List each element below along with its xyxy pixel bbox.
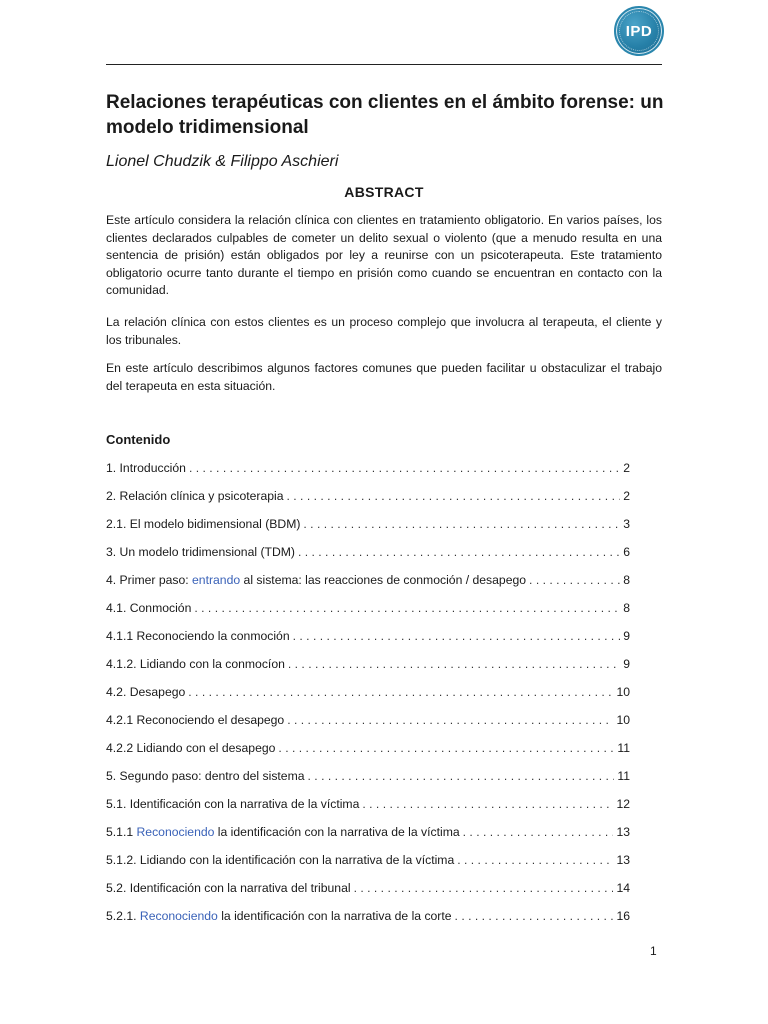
toc-leader-dots bbox=[354, 878, 614, 898]
toc-page-number: 11 bbox=[617, 769, 630, 783]
toc-entry-text-continued: la identificación con la narrativa de la víctima bbox=[214, 825, 460, 839]
toc-entry-text: 2.1. El modelo bidimensional (BDM) bbox=[106, 517, 301, 531]
toc-entry-text: 4.2. Desapego bbox=[106, 685, 186, 699]
toc-entry[interactable] bbox=[106, 514, 630, 542]
toc-entry-label bbox=[106, 822, 460, 842]
toc-entry-label bbox=[106, 682, 185, 702]
toc-leader-dots bbox=[308, 766, 615, 786]
toc-entry-label bbox=[106, 570, 526, 590]
abstract-paragraph-2: La relación clínica con estos clientes es un proceso complejo que involucra al terapeuta, el cliente y los tribunales. bbox=[106, 315, 662, 347]
toc-page-number: 12 bbox=[616, 797, 630, 811]
abstract-paragraph-1: Este artículo considera la relación clínica con clientes en tratamiento obligatorio. En varios países, los clientes declarados culpables de cometer un delito sexual o violento (que a menudo resulta en una sentencia de prisión) están obligados por ley a reunirse con un psicoterapeuta. Este tratamiento obligatorio ocurre tanto durante el tiempo en prisión como cuando se encuentran en contacto con la comunidad. bbox=[106, 213, 662, 297]
toc-entry-text: 5.2.1. bbox=[106, 909, 140, 923]
toc-page-number: 2 bbox=[623, 489, 630, 503]
toc-page-number: 6 bbox=[623, 545, 630, 559]
toc-entry[interactable] bbox=[106, 850, 630, 878]
toc-leader-dots bbox=[287, 486, 621, 506]
abstract-heading: ABSTRACT bbox=[344, 184, 424, 200]
toc-leader-dots bbox=[362, 794, 613, 814]
toc-entry[interactable] bbox=[106, 878, 630, 906]
toc-entry-text: 5.2. Identificación con la narrativa del tribunal bbox=[106, 881, 351, 895]
toc-page-number: 13 bbox=[616, 825, 630, 839]
table-of-contents bbox=[106, 458, 630, 934]
toc-entry-label bbox=[106, 766, 305, 786]
paper-title: Relaciones terapéuticas con clientes en el ámbito forense: un modelo tridimensional bbox=[106, 92, 664, 138]
toc-page-number: 11 bbox=[617, 741, 630, 755]
abstract-paragraph-3: En este artículo describimos algunos factores comunes que pueden facilitar u obstaculizar el trabajo del terapeuta en esta situación. bbox=[106, 361, 662, 393]
toc-entry-text: 2. Relación clínica y psicoterapia bbox=[106, 489, 284, 503]
toc-entry-text-continued: al sistema: las reacciones de conmoción / desapego bbox=[240, 573, 527, 587]
toc-page-number: 16 bbox=[616, 909, 630, 923]
toc-entry-label bbox=[106, 486, 284, 506]
toc-leader-dots bbox=[463, 822, 614, 842]
toc-page-number: 14 bbox=[616, 881, 630, 895]
toc-leader-dots bbox=[298, 542, 620, 562]
toc-entry-label bbox=[106, 626, 290, 646]
toc-leader-dots bbox=[188, 682, 613, 702]
logo-text: IPD bbox=[625, 22, 653, 40]
toc-leader-dots bbox=[287, 710, 613, 730]
toc-entry-label bbox=[106, 654, 285, 674]
toc-entry[interactable] bbox=[106, 654, 630, 682]
toc-entry[interactable] bbox=[106, 906, 630, 934]
toc-entry[interactable] bbox=[106, 682, 630, 710]
toc-page-number: 10 bbox=[616, 713, 630, 727]
toc-page-number: 10 bbox=[616, 685, 630, 699]
toc-page-number: 8 bbox=[623, 573, 630, 587]
toc-leader-dots bbox=[194, 598, 620, 618]
toc-entry-label bbox=[106, 738, 275, 758]
toc-entry[interactable] bbox=[106, 626, 630, 654]
toc-entry-label bbox=[106, 878, 351, 898]
toc-entry-label bbox=[106, 514, 300, 534]
toc-leader-dots bbox=[293, 626, 621, 646]
toc-entry[interactable] bbox=[106, 766, 630, 794]
toc-entry-label bbox=[106, 850, 454, 870]
toc-page-number: 9 bbox=[623, 657, 630, 671]
toc-entry[interactable] bbox=[106, 738, 630, 766]
toc-leader-dots bbox=[288, 654, 620, 674]
toc-entry-text: 4.1. Conmoción bbox=[106, 601, 192, 615]
toc-entry-label bbox=[106, 598, 191, 618]
toc-leader-dots bbox=[529, 570, 620, 590]
toc-page-number: 3 bbox=[623, 517, 630, 531]
toc-entry-text: 5.1.2. Lidiando con la identificación con la narrativa de la víctima bbox=[106, 853, 455, 867]
toc-entry-text: 4. Primer paso: bbox=[106, 573, 193, 587]
toc-entry[interactable] bbox=[106, 822, 630, 850]
toc-page-number: 13 bbox=[616, 853, 630, 867]
toc-entry-text: 4.2.2 Lidiando con el desapego bbox=[106, 741, 276, 755]
toc-entry[interactable] bbox=[106, 570, 630, 598]
toc-entry-link[interactable]: Reconociendo bbox=[139, 909, 218, 923]
toc-entry-text: 4.1.1 Reconociendo la conmoción bbox=[106, 629, 290, 643]
ipd-logo bbox=[614, 6, 664, 56]
toc-entry[interactable] bbox=[106, 542, 630, 570]
toc-entry[interactable] bbox=[106, 458, 630, 486]
toc-page-number: 9 bbox=[623, 629, 630, 643]
toc-entry[interactable] bbox=[106, 794, 630, 822]
toc-entry[interactable] bbox=[106, 486, 630, 514]
toc-leader-dots bbox=[189, 458, 620, 478]
toc-entry-label bbox=[106, 906, 452, 926]
toc-leader-dots bbox=[278, 738, 614, 758]
toc-page-number: 8 bbox=[623, 601, 630, 615]
toc-entry-text: 4.2.1 Reconociendo el desapego bbox=[106, 713, 285, 727]
toc-entry-label bbox=[106, 458, 186, 478]
toc-leader-dots bbox=[303, 514, 620, 534]
toc-leader-dots bbox=[457, 850, 613, 870]
toc-entry-link[interactable]: Reconociendo bbox=[136, 825, 215, 839]
paper-authors: Lionel Chudzik & Filippo Aschieri bbox=[106, 153, 339, 170]
toc-entry-label bbox=[106, 542, 295, 562]
toc-entry[interactable] bbox=[106, 710, 630, 738]
toc-entry[interactable] bbox=[106, 598, 630, 626]
toc-entry-text: 5.1.1 bbox=[106, 825, 137, 839]
toc-leader-dots bbox=[455, 906, 614, 926]
page-number: 1 bbox=[650, 944, 657, 958]
toc-entry-text-continued: la identificación con la narrativa de la corte bbox=[217, 909, 452, 923]
toc-entry-text: 5.1. Identificación con la narrativa de la víctima bbox=[106, 797, 360, 811]
toc-entry-label bbox=[106, 794, 359, 814]
header-rule bbox=[106, 64, 662, 65]
toc-page-number: 2 bbox=[623, 461, 630, 475]
toc-entry-text: 1. Introducción bbox=[106, 461, 186, 475]
toc-entry-text: 4.1.2. Lidiando con la conmocíon bbox=[106, 657, 285, 671]
contents-heading: Contenido bbox=[106, 432, 171, 447]
toc-entry-text: 3. Un modelo tridimensional (TDM) bbox=[106, 545, 295, 559]
toc-entry-label bbox=[106, 710, 284, 730]
toc-entry-text: 5. Segundo paso: dentro del sistema bbox=[106, 769, 305, 783]
toc-entry-link[interactable]: entrando bbox=[192, 573, 241, 587]
